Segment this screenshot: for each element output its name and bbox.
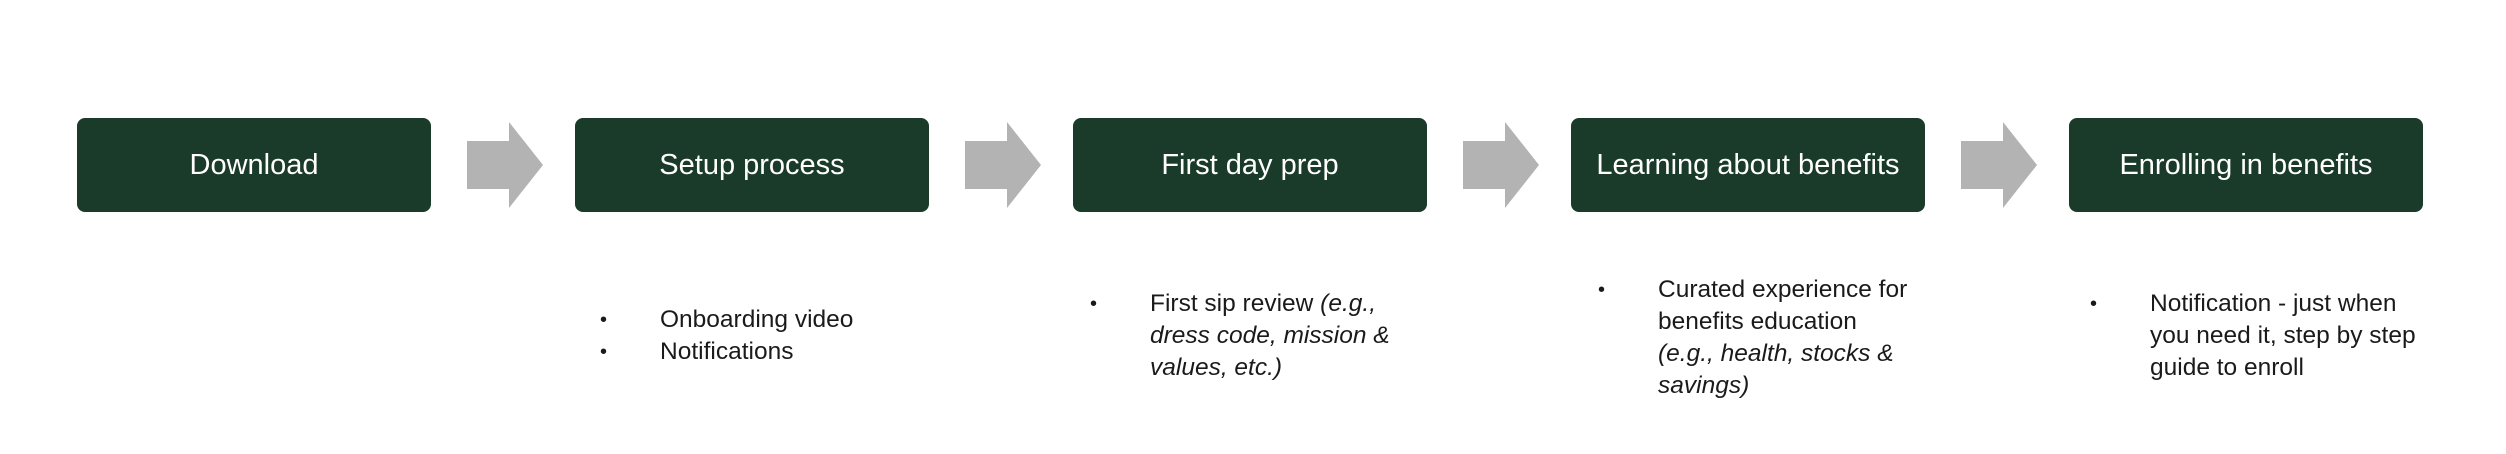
arrow-right-icon bbox=[965, 122, 1041, 208]
step-label: Learning about benefits bbox=[1596, 148, 1900, 181]
arrow-right-icon bbox=[467, 122, 543, 208]
step-label: Download bbox=[189, 148, 319, 181]
arrow-right-icon bbox=[1961, 122, 2037, 208]
step-setup-process bbox=[575, 118, 929, 212]
detail-example: (e.g., dress code, mission & values, etc.) bbox=[1150, 290, 1390, 381]
setup-process-details bbox=[600, 304, 980, 368]
step-label: First day prep bbox=[1161, 148, 1339, 181]
arrow-right-icon bbox=[1463, 122, 1539, 208]
detail-text: First sip review bbox=[1150, 290, 1321, 317]
enrolling-in-benefits-details bbox=[2090, 288, 2430, 384]
list-item bbox=[1598, 274, 1938, 402]
list-item bbox=[1090, 288, 1430, 384]
learning-about-benefits-details bbox=[1598, 274, 1938, 402]
step-enrolling-in-benefits bbox=[2069, 118, 2423, 212]
step-download bbox=[77, 118, 431, 212]
detail-example: (e.g., health, stocks & savings) bbox=[1658, 340, 1894, 399]
first-day-prep-details bbox=[1090, 288, 1430, 384]
list-item: • Onboarding video bbox=[600, 304, 980, 336]
step-label: Setup process bbox=[659, 148, 845, 181]
step-first-day-prep bbox=[1073, 118, 1427, 212]
step-label: Enrolling in benefits bbox=[2119, 148, 2373, 181]
detail-text: Curated experience for benefits education bbox=[1658, 276, 1908, 335]
list-item: • Notifications bbox=[600, 336, 980, 368]
list-item: • Notification - just when you need it, step by step guide to enroll bbox=[2090, 288, 2430, 384]
step-learning-about-benefits bbox=[1571, 118, 1925, 212]
